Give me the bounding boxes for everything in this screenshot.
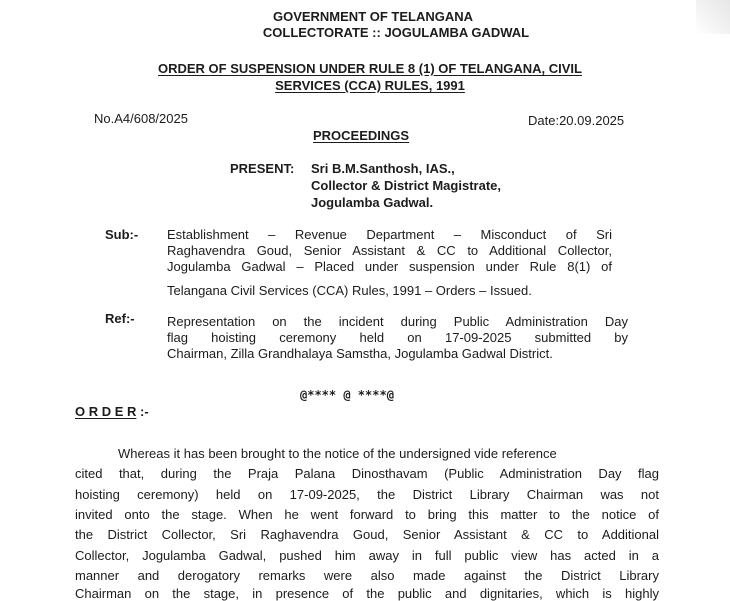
subject-label: Sub:- — [105, 227, 139, 242]
proceedings-heading: PROCEEDINGS — [313, 128, 410, 143]
subject-line: Telangana Civil Services (CCA) Rules, 1991 – Orders – Issued. — [167, 283, 532, 298]
order-paragraph-line: cited that, during the Praja Palana Dinosthavam (Public Administration Day flag — [75, 466, 659, 481]
order-paragraph-line: Chairman on the stage, in presence of the public and dignitaries, which is highly — [75, 586, 659, 601]
order-heading-text: O R D E R — [75, 404, 137, 419]
order-paragraph-line: invited onto the stage. When he went forward to bring this matter to the notice of — [75, 507, 659, 522]
subject-line: Jogulamba Gadwal – Placed under suspension under Rule 8(1) of — [167, 259, 612, 274]
present-name: Sri B.M.Santhosh, IAS., — [311, 161, 455, 176]
order-heading-suffix: :- — [140, 404, 149, 419]
header-collectorate: COLLECTORATE :: JOGULAMBA GADWAL — [262, 25, 530, 40]
order-number: No.A4/608/2025 — [94, 111, 188, 126]
reference-line: Chairman, Zilla Grandhalaya Samstha, Jogulamba Gadwal District. — [167, 346, 553, 361]
present-designation: Collector & District Magistrate, — [311, 178, 501, 193]
reference-label: Ref:- — [105, 311, 135, 326]
subject-line: Establishment – Revenue Department – Misconduct of Sri — [167, 227, 612, 242]
order-paragraph-line: hoisting ceremony) held on 17-09-2025, the District Library Chairman was not — [75, 487, 659, 502]
present-place: Jogulamba Gadwal. — [311, 195, 434, 210]
order-paragraph-line: manner and derogatory remarks were also made against the District Library — [75, 568, 659, 583]
separator-marks: @**** @ ****@ — [300, 388, 394, 402]
header-government: GOVERNMENT OF TELANGANA — [272, 9, 474, 24]
order-title-line1: ORDER OF SUSPENSION UNDER RULE 8 (1) OF TELANGANA, CIVIL — [158, 61, 582, 76]
subject-line: Raghavendra Goud, Senior Assistant & CC to Additional Collector, — [167, 243, 612, 258]
order-paragraph-line: Whereas it has been brought to the notice of the undersigned vide reference — [118, 446, 557, 461]
order-title-line2: SERVICES (CCA) RULES, 1991 — [275, 78, 465, 93]
present-label: PRESENT: — [230, 161, 295, 176]
order-heading — [75, 404, 149, 419]
reference-line: Representation on the incident during Public Administration Day — [167, 314, 628, 329]
order-paragraph-line: the District Collector, Sri Raghavendra Goud, Senior Assistant & CC to Additional — [75, 527, 659, 542]
order-paragraph-line: Collector, Jogulamba Gadwal, pushed him away in full public view has acted in a — [75, 548, 659, 563]
order-date: Date:20.09.2025 — [528, 113, 625, 128]
reference-line: flag hoisting ceremony held on 17-09-2025 submitted by — [167, 330, 628, 345]
